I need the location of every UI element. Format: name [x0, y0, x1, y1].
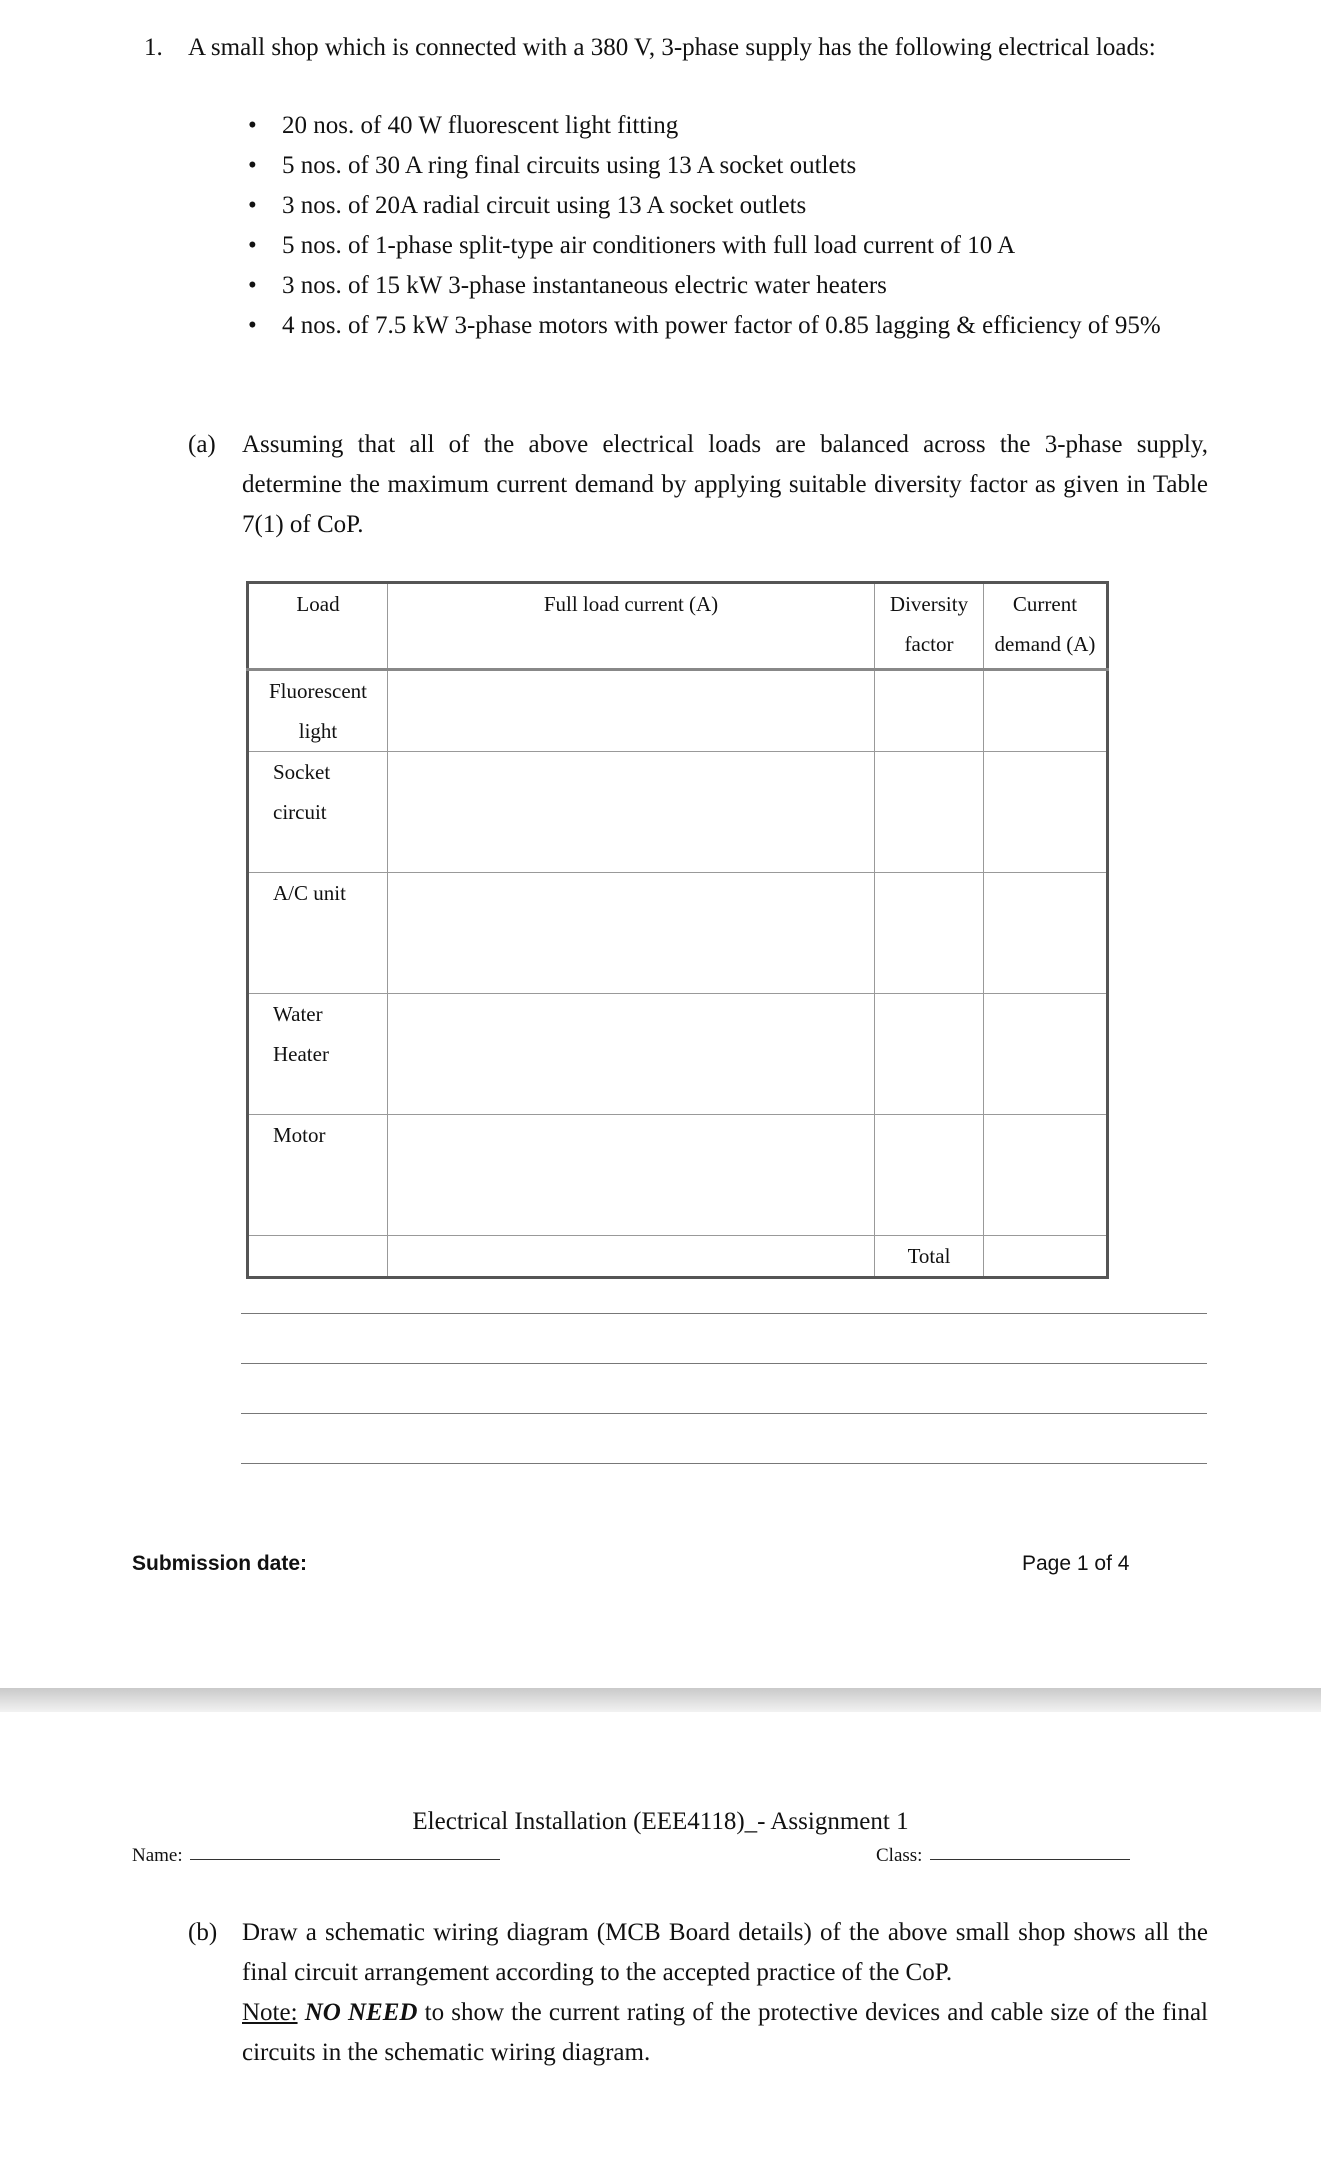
load-list — [248, 106, 1208, 346]
cell-current-demand[interactable] — [984, 752, 1108, 873]
header-full-load-current: Full load current (A) — [388, 583, 875, 670]
load-item-lights: 20 nos. of 40 W fluorescent light fitting — [282, 112, 679, 139]
table-row — [248, 670, 1108, 752]
part-b-text: Draw a schematic wiring diagram (MCB Board details) of the above small shop shows all the final circuit arrangement according to the accepted practice of the CoP. — [242, 1919, 1208, 1986]
part-a-marker: (a) — [188, 431, 216, 458]
part-a-text: Assuming that all of the above electrical loads are balanced across the 3-phase supply, determine the maximum current demand by applying suitable diversity factor as given in Table 7(1) of CoP. — [242, 431, 1208, 538]
cell-empty — [388, 1236, 875, 1278]
part-b-body — [242, 1913, 1208, 2073]
bullet-icon: • — [248, 112, 257, 139]
current-demand-table — [246, 581, 1109, 1279]
table-row — [248, 873, 1108, 994]
list-item — [248, 306, 1208, 346]
cell-full-load-current[interactable] — [388, 1115, 875, 1236]
answer-line[interactable] — [241, 1363, 1207, 1364]
page-number: Page 1 of 4 — [1022, 1552, 1130, 1575]
answer-line[interactable] — [241, 1413, 1207, 1414]
answer-line[interactable] — [241, 1313, 1207, 1314]
note-emphasis: NO NEED — [304, 1999, 418, 2026]
header-load: Load — [248, 583, 388, 670]
name-field[interactable] — [190, 1859, 500, 1860]
total-label: Total — [875, 1236, 984, 1278]
note-text: to show the current rating of the protective devices and cable size of the final circuits in the schematic wiring diagram. — [242, 1999, 1208, 2066]
cell-full-load-current[interactable] — [388, 873, 875, 994]
table-header-row — [248, 583, 1108, 670]
submission-date-label: Submission date: — [132, 1552, 308, 1575]
bullet-icon: • — [248, 152, 257, 179]
bullet-icon: • — [248, 312, 257, 339]
table-total-row — [248, 1236, 1108, 1278]
list-item — [248, 146, 1208, 186]
cell-current-demand[interactable] — [984, 994, 1108, 1115]
row-label-fluorescent-light: Fluorescent light — [248, 670, 388, 752]
list-item — [248, 226, 1208, 266]
load-item-motors: 4 nos. of 7.5 kW 3-phase motors with power factor of 0.85 lagging & efficiency of 95% — [282, 312, 1161, 339]
row-label-ac-unit: A/C unit — [248, 873, 388, 994]
part-b-marker: (b) — [188, 1919, 218, 1946]
list-item — [248, 266, 1208, 306]
cell-full-load-current[interactable] — [388, 994, 875, 1115]
list-item — [248, 106, 1208, 146]
course-title: Electrical Installation (EEE4118)_- Assignment 1 — [412, 1808, 909, 1835]
load-item-air-conditioners: 5 nos. of 1-phase split-type air conditioners with full load current of 10 A — [282, 232, 1016, 259]
cell-current-demand[interactable] — [984, 670, 1108, 752]
table-row — [248, 752, 1108, 873]
cell-diversity-factor[interactable] — [875, 873, 984, 994]
answer-line[interactable] — [241, 1463, 1207, 1464]
bullet-icon: • — [248, 272, 257, 299]
bullet-icon: • — [248, 232, 257, 259]
page-separator — [0, 1688, 1321, 1712]
table-row — [248, 1115, 1108, 1236]
load-item-radial-circuits: 3 nos. of 20A radial circuit using 13 A socket outlets — [282, 192, 807, 219]
row-label-socket-circuit: Socket circuit — [248, 752, 388, 873]
cell-diversity-factor[interactable] — [875, 1115, 984, 1236]
load-item-water-heaters: 3 nos. of 15 kW 3-phase instantaneous electric water heaters — [282, 272, 887, 299]
row-label-water-heater: Water Heater — [248, 994, 388, 1115]
header-diversity-factor: Diversity factor — [875, 583, 984, 670]
class-label: Class: — [876, 1845, 923, 1866]
cell-full-load-current[interactable] — [388, 670, 875, 752]
cell-total-current-demand[interactable] — [984, 1236, 1108, 1278]
name-label: Name: — [132, 1845, 183, 1866]
list-item — [248, 186, 1208, 226]
load-item-ring-circuits: 5 nos. of 30 A ring final circuits using 13 A socket outlets — [282, 152, 857, 179]
note-label: Note: — [242, 1999, 298, 2026]
header-current-demand: Current demand (A) — [984, 583, 1108, 670]
cell-current-demand[interactable] — [984, 873, 1108, 994]
cell-full-load-current[interactable] — [388, 752, 875, 873]
cell-diversity-factor[interactable] — [875, 670, 984, 752]
cell-current-demand[interactable] — [984, 1115, 1108, 1236]
bullet-icon: • — [248, 192, 257, 219]
table-row — [248, 994, 1108, 1115]
question-intro: A small shop which is connected with a 380 V, 3-phase supply has the following electrical loads: — [188, 34, 1156, 61]
question-number: 1. — [144, 34, 163, 61]
cell-empty — [248, 1236, 388, 1278]
cell-diversity-factor[interactable] — [875, 752, 984, 873]
row-label-motor: Motor — [248, 1115, 388, 1236]
class-field[interactable] — [930, 1859, 1130, 1860]
cell-diversity-factor[interactable] — [875, 994, 984, 1115]
